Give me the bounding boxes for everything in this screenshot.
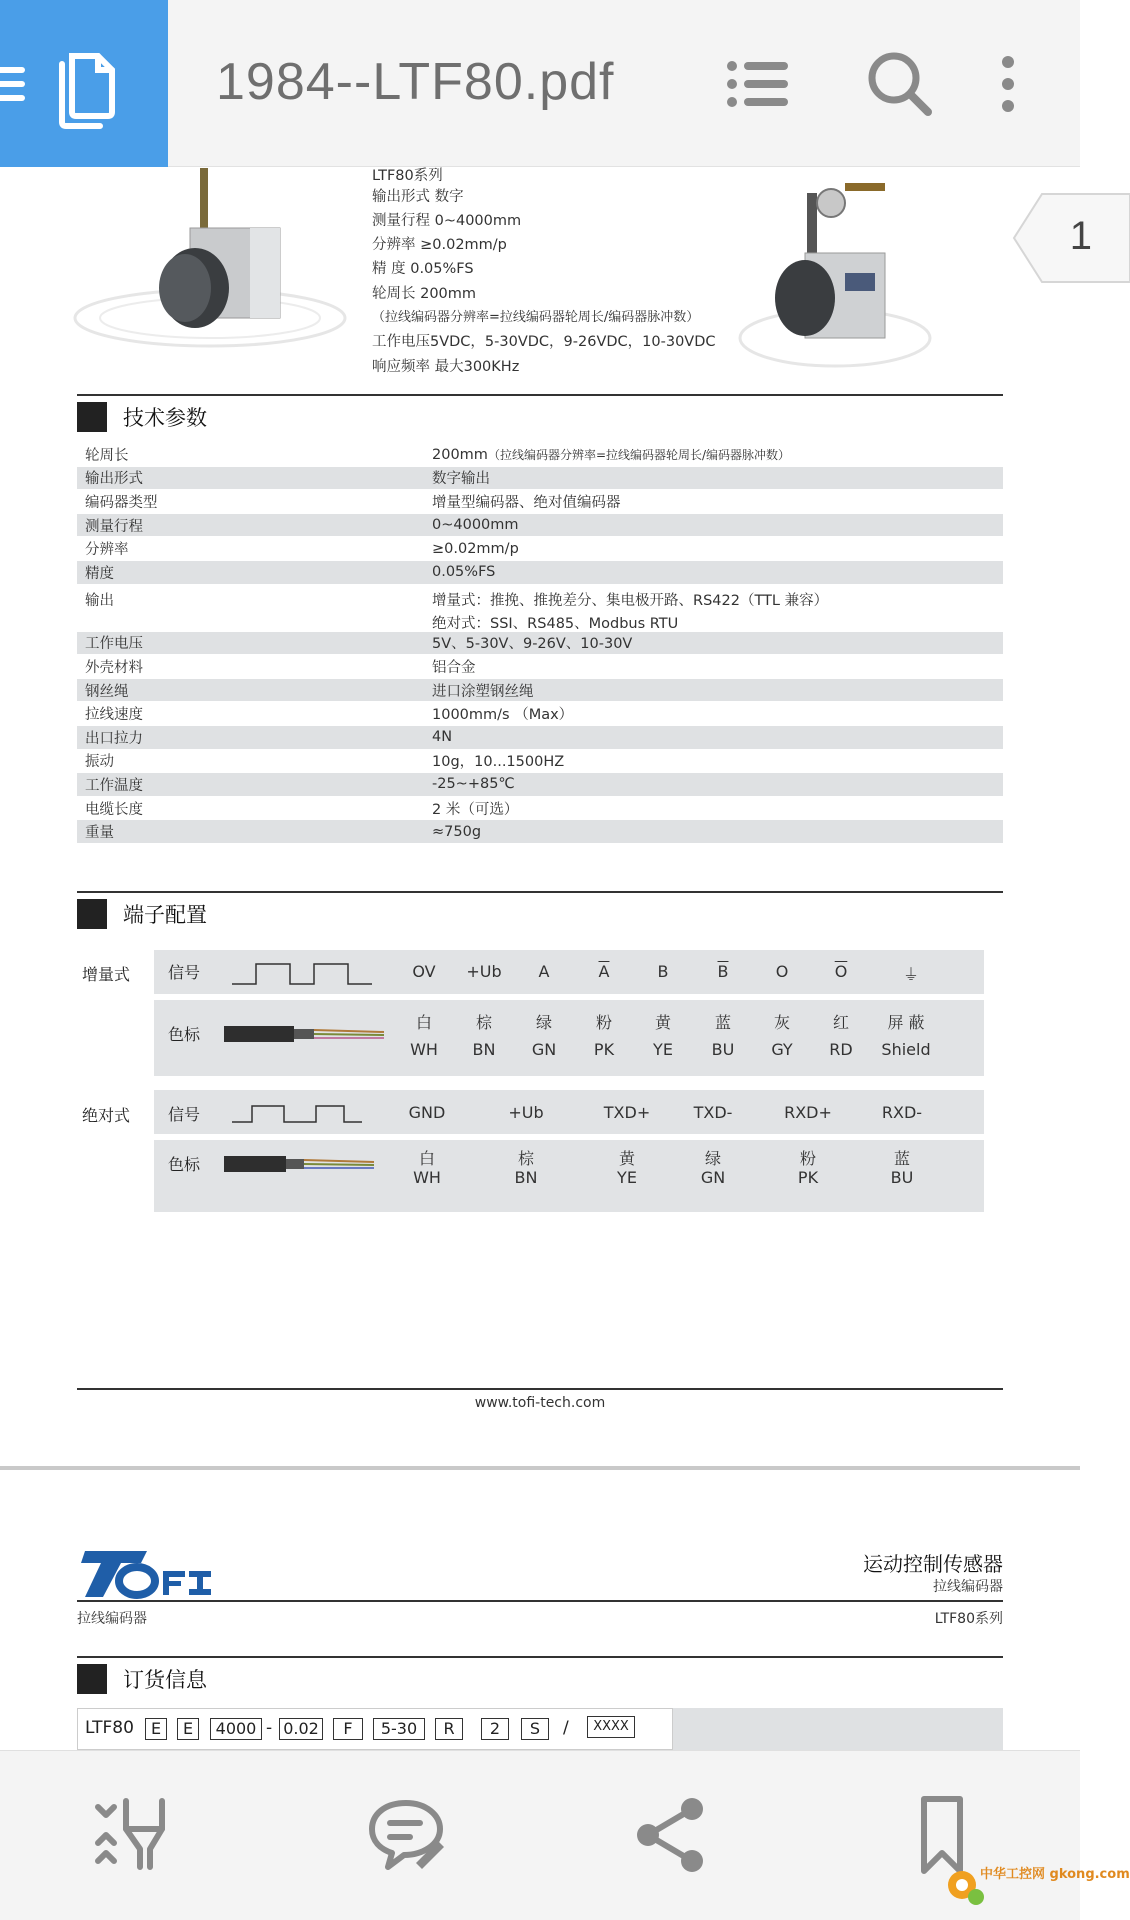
color-en: YE [617, 1168, 637, 1187]
ground-symbol: ⏚ [902, 965, 919, 984]
color-en: GN [700, 1168, 726, 1187]
spec-value: 0~4000mm [432, 517, 519, 534]
table-row [77, 750, 1003, 774]
spec-key: 工作温度 [85, 777, 143, 794]
summary-line: 工作电压5VDC，5-30VDC，9-26VDC，10-30VDC [372, 334, 716, 350]
spec-value: ≥0.02mm/p [432, 540, 519, 557]
watermark-text: 中华工控网 gkong.com [980, 1867, 1130, 1882]
color-en: WH [410, 1040, 438, 1059]
more-options-icon[interactable] [966, 42, 1016, 126]
bottom-toolbar [0, 1750, 1130, 1920]
series-label: LTF80系列 [372, 168, 443, 184]
color-cn: 屏 蔽 [887, 1013, 925, 1032]
table-row [77, 655, 1003, 679]
spec-key: 工作电压 [85, 636, 143, 653]
header-divider [77, 1600, 1003, 1602]
table-row [77, 490, 1003, 514]
section-title: 端子配置 [123, 903, 207, 927]
absolute-label: 绝对式 [82, 1106, 131, 1125]
table-of-contents-icon[interactable] [716, 42, 800, 126]
spec-value: 2 米（可选） [432, 801, 519, 818]
color-cn: 绿 [535, 1013, 552, 1032]
table-row [77, 797, 1003, 821]
signal-cell: O [775, 962, 789, 981]
spec-key: 输出形式 [85, 471, 143, 488]
order-prefix: LTF80 [85, 1718, 134, 1738]
order-code: R [435, 1718, 463, 1740]
summary-line: 分辨率 ≥0.02mm/p [372, 237, 507, 253]
cable-image [224, 1020, 384, 1048]
gear-icon [940, 1863, 984, 1907]
page2-heading: 运动控制传感器 [863, 1552, 1003, 1576]
signal-cell: GND [408, 1103, 446, 1122]
order-slash: / [563, 1718, 569, 1738]
color-cn: 灰 [773, 1013, 790, 1032]
color-cn: 蓝 [893, 1149, 910, 1168]
spec-key: 外壳材料 [85, 659, 143, 676]
table-row [77, 820, 1003, 844]
spec-value: 200mm（拉线编码器分辨率=拉线编码器轮周长/编码器脉冲数） [432, 446, 791, 463]
spec-value: 增量式：推挽、推挽差分、集电极开路、RS422（TTL 兼容） 绝对式：SSI、RS485、Modbus RTU [432, 592, 829, 632]
terminal-config-heading [77, 899, 207, 929]
table-row [77, 467, 1003, 491]
summary-line: 轮周长 200mm [372, 286, 477, 302]
spec-value: 4N [432, 729, 453, 746]
table-row [77, 514, 1003, 538]
tech-params-heading [77, 402, 207, 432]
order-code: 2 [481, 1718, 509, 1740]
spec-value: ≈750g [432, 823, 482, 840]
spec-key: 电缆长度 [85, 801, 143, 818]
product-image-right [735, 173, 955, 383]
spec-key: 测量行程 [85, 518, 143, 535]
color-cn: 黄 [618, 1149, 635, 1168]
order-info-heading [77, 1664, 207, 1694]
table-row [77, 443, 1003, 467]
order-code: 5-30 [373, 1718, 425, 1740]
color-cn: 白 [418, 1149, 435, 1168]
color-en: GY [771, 1040, 793, 1059]
absolute-signal-row [154, 1090, 984, 1134]
spec-key: 轮周长 [85, 447, 129, 464]
spec-key: 振动 [85, 754, 114, 771]
spec-value: 数字输出 [432, 471, 490, 488]
section-marker [77, 899, 107, 929]
tofi-logo [77, 1547, 213, 1601]
documents-icon [0, 0, 168, 167]
summary-line: （拉线编码器分辨率=拉线编码器轮周长/编码器脉冲数） [372, 310, 700, 325]
signal-cell: RXD- [881, 1103, 923, 1122]
section-marker [77, 402, 107, 432]
spec-value: 进口涂塑钢丝绳 [432, 683, 534, 700]
signal-label: 信号 [168, 1105, 201, 1124]
reflow-icon[interactable] [92, 1793, 176, 1877]
watermark [940, 1855, 1130, 1915]
signal-cell: A [538, 962, 550, 981]
signal-cell: $\overline{B}$ [717, 962, 729, 981]
page2-right-label: LTF80系列 [934, 1611, 1003, 1627]
signal-cell: RXD+ [784, 1103, 832, 1122]
color-en: WH [413, 1168, 441, 1187]
table-row [77, 702, 1003, 726]
cable-image [224, 1150, 374, 1178]
summary-line: 测量行程 0~4000mm [372, 213, 522, 229]
summary-line: 精 度 0.05%FS [372, 261, 474, 277]
color-label: 色标 [168, 1025, 201, 1044]
section-divider [77, 891, 1003, 893]
pulse-waveform-icon [232, 958, 372, 988]
section-divider [77, 394, 1003, 396]
table-row [77, 632, 1003, 656]
spec-value: 1000mm/s （Max） [432, 707, 574, 724]
spec-key: 重量 [85, 825, 114, 842]
order-code: E [177, 1718, 199, 1740]
order-code: XXXX [587, 1716, 635, 1738]
section-marker [77, 1664, 107, 1694]
spec-table [77, 443, 1003, 844]
signal-cell: $\overline{O}$ [834, 962, 848, 981]
spec-value: 增量型编码器、绝对值编码器 [432, 494, 621, 511]
summary-line: 响应频率 最大300KHz [372, 359, 520, 375]
signal-cell: +Ub [466, 962, 502, 981]
color-cn: 红 [832, 1013, 849, 1032]
footer-divider [77, 1388, 1003, 1390]
section-title: 订货信息 [123, 1668, 207, 1692]
website-link[interactable]: www.tofi-tech.com [474, 1395, 606, 1411]
product-image-left [70, 168, 360, 358]
spec-key: 出口拉力 [85, 730, 143, 747]
table-row [77, 726, 1003, 750]
color-en: BU [890, 1168, 914, 1187]
color-en: YE [653, 1040, 673, 1059]
pulse-waveform-icon [232, 1098, 362, 1128]
comment-icon[interactable] [364, 1793, 448, 1877]
spec-key: 精度 [85, 565, 114, 582]
order-code: 4000 [210, 1718, 262, 1740]
section-title: 技术参数 [123, 406, 207, 430]
signal-label: 信号 [168, 963, 201, 982]
order-code: F [333, 1718, 363, 1740]
spec-value: 铝合金 [432, 659, 476, 676]
document-title: 1984--LTF80.pdf [216, 53, 615, 111]
color-cn: 蓝 [714, 1013, 731, 1032]
spec-key: 编码器类型 [85, 494, 158, 511]
color-en: RD [829, 1040, 853, 1059]
color-cn: 绿 [704, 1149, 721, 1168]
app-top-bar [0, 0, 1080, 167]
spec-value: 10g，10...1500HZ [432, 754, 565, 771]
table-row [77, 585, 1003, 632]
spec-key: 钢丝绳 [85, 683, 129, 700]
table-row [77, 537, 1003, 561]
page-number: 1 [1069, 214, 1092, 258]
table-row [77, 561, 1003, 585]
order-code-row [77, 1708, 1003, 1750]
incremental-color-row [154, 1000, 984, 1076]
color-en: GN [531, 1040, 557, 1059]
page2-subheading: 拉线编码器 [933, 1579, 1003, 1595]
table-row [77, 679, 1003, 703]
page-separator [0, 1466, 1080, 1470]
spec-value: 0.05%FS [432, 564, 496, 581]
color-cn: 黄 [654, 1013, 671, 1032]
pdf-viewer[interactable] [0, 168, 1080, 1750]
summary-line: 输出形式 数字 [372, 189, 464, 205]
color-cn: 棕 [475, 1013, 492, 1032]
signal-cell: OV [412, 962, 436, 981]
incremental-signal-row [154, 950, 984, 994]
signal-cell: B [657, 962, 669, 981]
spec-key: 分辨率 [85, 542, 129, 559]
documents-button[interactable] [0, 0, 168, 167]
page2-left-label: 拉线编码器 [77, 1611, 147, 1627]
color-cn: 粉 [595, 1013, 612, 1032]
spec-value: 5V、5-30V、9-26V、10-30V [432, 636, 633, 653]
color-en: PK [797, 1168, 819, 1187]
order-code: 0.02 [279, 1718, 323, 1740]
order-code: S [521, 1718, 549, 1740]
color-en: Shield [881, 1040, 931, 1059]
color-en: PK [593, 1040, 615, 1059]
signal-cell: TXD+ [603, 1103, 651, 1122]
color-cn: 粉 [799, 1149, 816, 1168]
order-code: E [145, 1718, 167, 1740]
spec-key: 输出 [85, 592, 114, 609]
table-row [77, 773, 1003, 797]
signal-cell: +Ub [508, 1103, 544, 1122]
signal-cell: $\overline{A}$ [598, 962, 610, 981]
share-icon[interactable] [630, 1793, 714, 1877]
spec-value: -25~+85℃ [432, 776, 515, 793]
spec-key: 拉线速度 [85, 707, 143, 724]
section-divider [77, 1656, 1003, 1658]
search-icon[interactable] [858, 42, 942, 126]
color-en: BU [711, 1040, 735, 1059]
signal-cell: TXD- [693, 1103, 733, 1122]
incremental-label: 增量式 [82, 965, 131, 984]
color-en: BN [514, 1168, 538, 1187]
color-cn: 白 [415, 1013, 432, 1032]
color-en: BN [472, 1040, 496, 1059]
absolute-color-row [154, 1140, 984, 1212]
color-label: 色标 [168, 1155, 201, 1174]
order-dash: - [266, 1718, 273, 1738]
color-cn: 棕 [517, 1149, 534, 1168]
